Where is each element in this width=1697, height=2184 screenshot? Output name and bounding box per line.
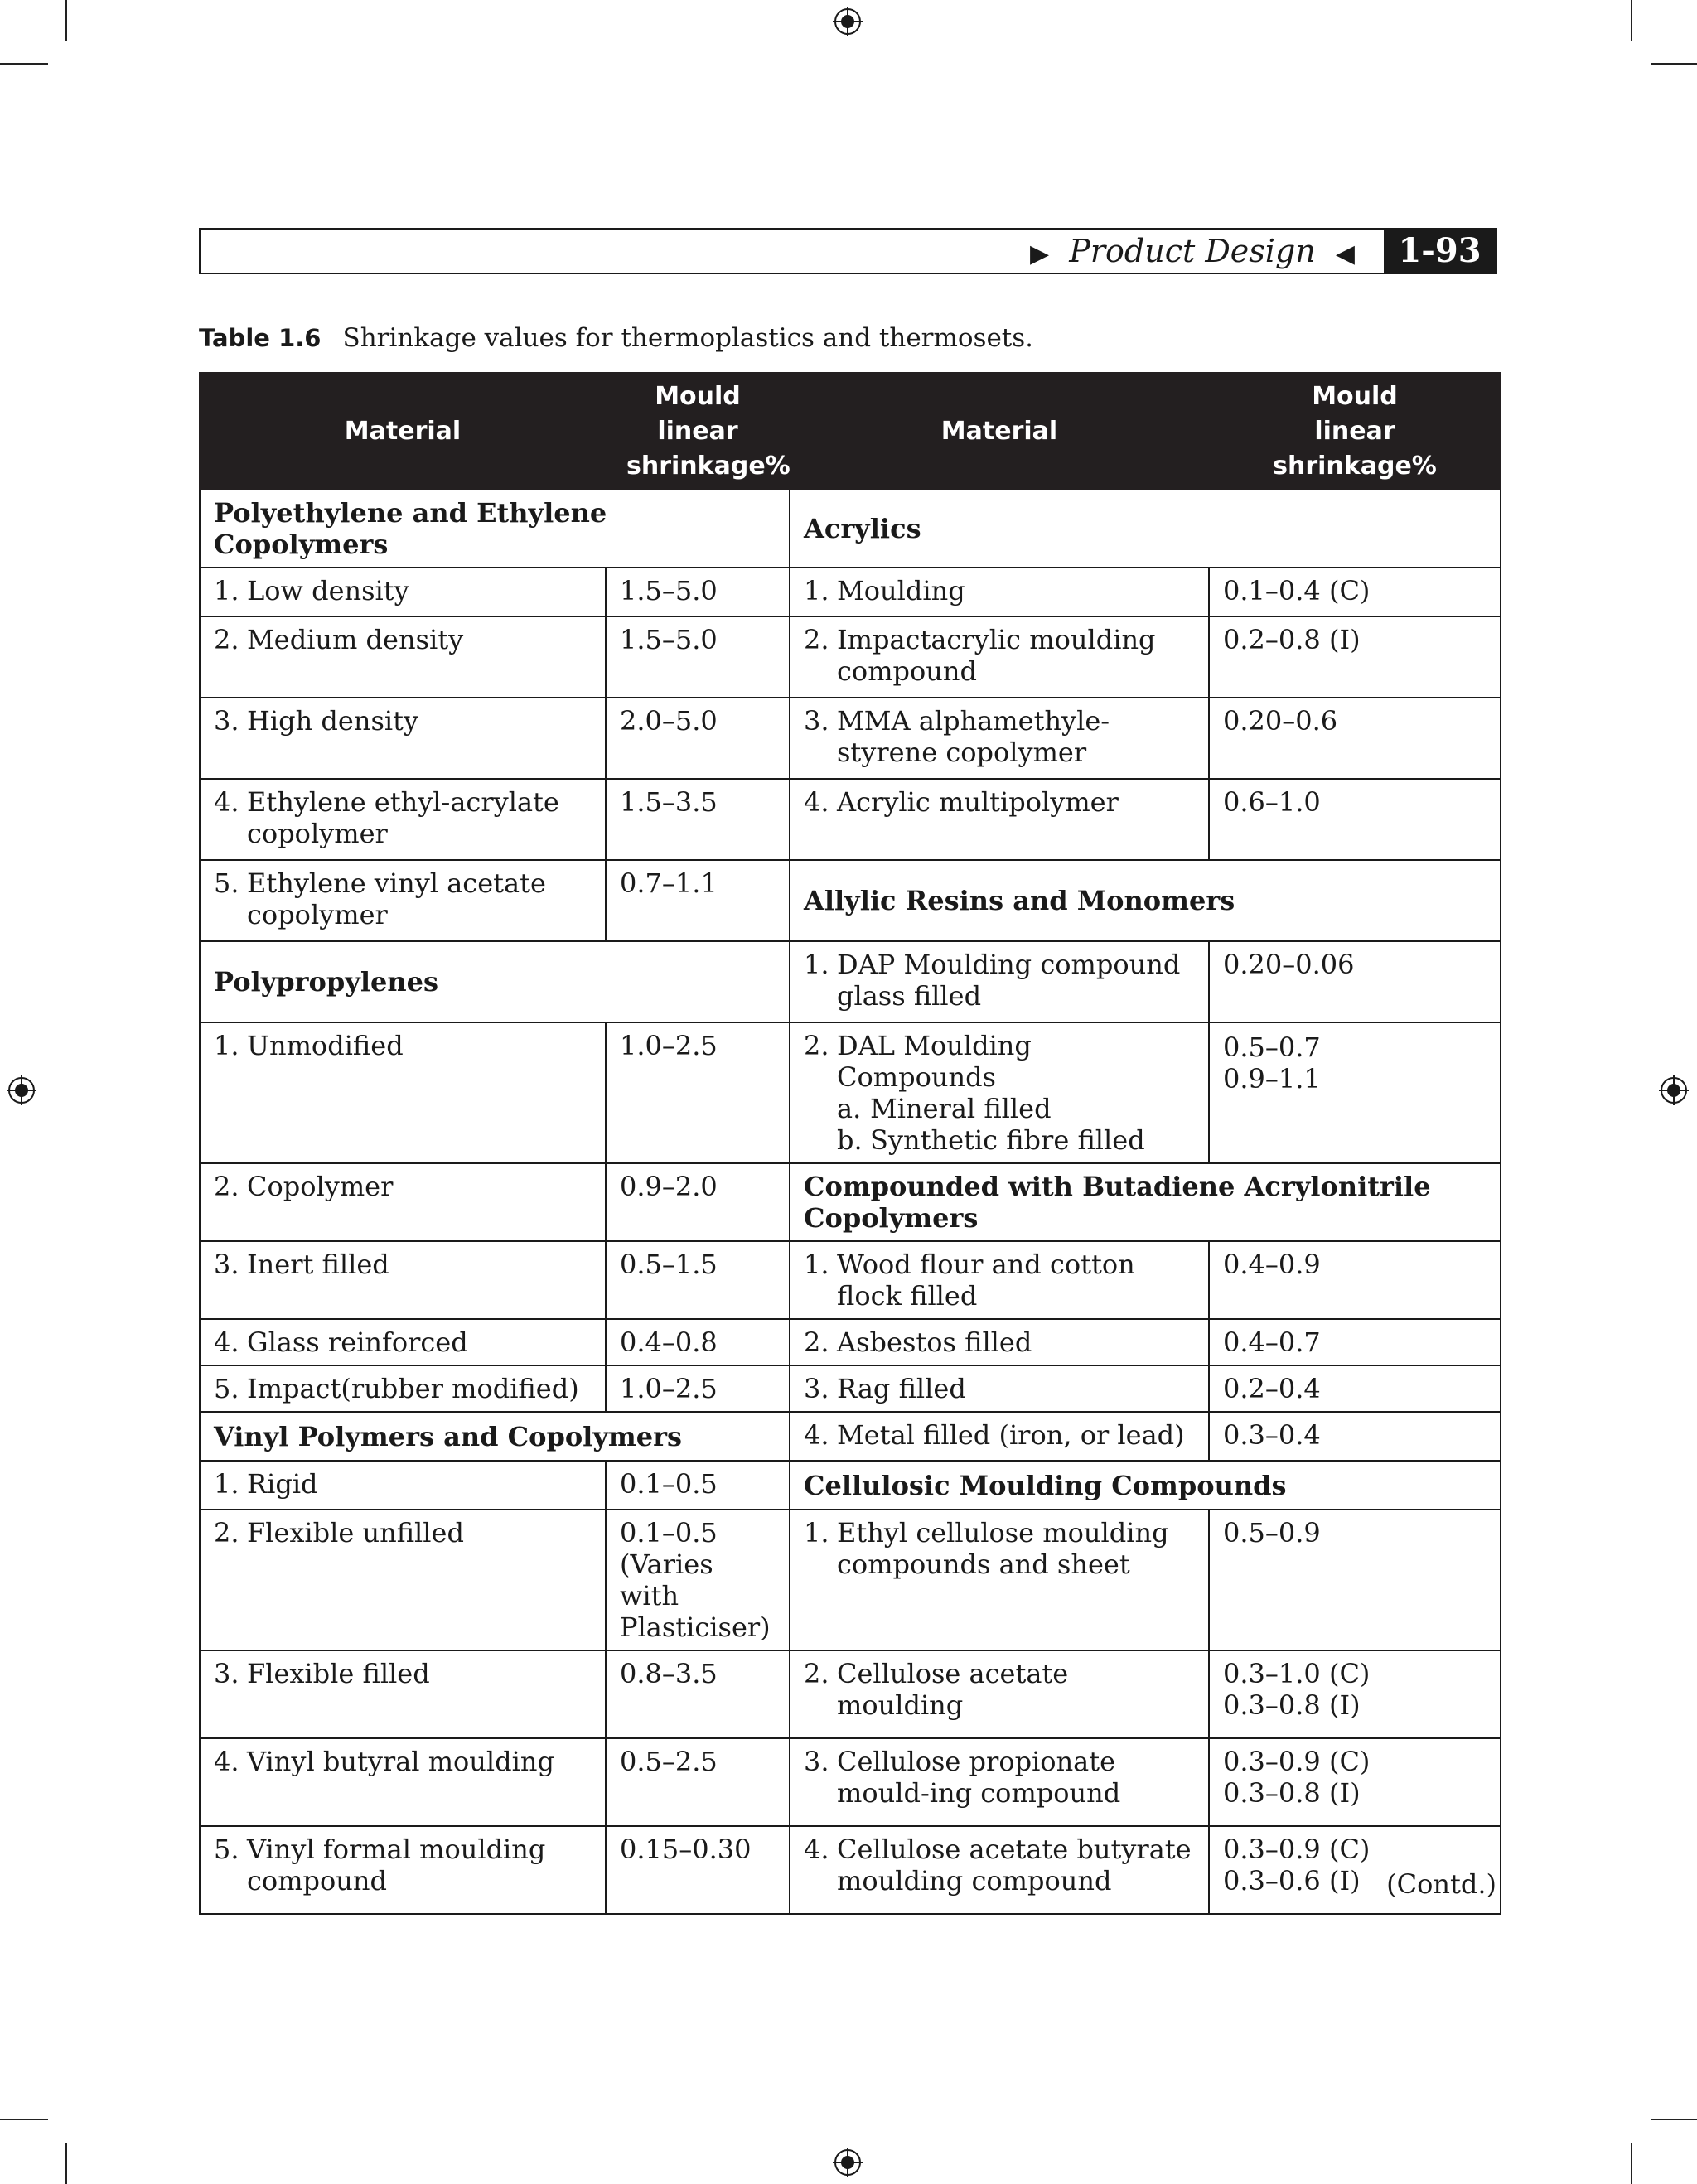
- registration-mark-icon: [833, 2148, 863, 2177]
- item-label: Ethylene vinyl acetate copolymer: [247, 867, 546, 930]
- item-label: Acrylic multipolymer: [837, 786, 1119, 818]
- right-material-cell: [790, 941, 1209, 1022]
- right-shrinkage-cell: [1209, 616, 1501, 698]
- left-shrinkage-cell: [606, 698, 790, 779]
- shrinkage-value: 1.5–5.0: [620, 575, 718, 606]
- item-label: Cellulose acetate butyrate moulding compound: [837, 1834, 1192, 1897]
- left-shrinkage-cell: [606, 1319, 790, 1365]
- list-item: [214, 1746, 592, 1777]
- page-number: 1-93: [1384, 230, 1496, 273]
- table-row: [200, 616, 1501, 698]
- shrinkage-value: 0.3–0.9 (C): [1223, 1746, 1371, 1777]
- item-label: Wood flour and cotton flock filled: [837, 1249, 1135, 1312]
- table-row: [200, 860, 1501, 941]
- registration-mark-icon: [1659, 1075, 1689, 1105]
- right-material-cell: [790, 698, 1209, 779]
- item-number: 5.: [214, 867, 239, 899]
- item-label: Impact(rubber modified): [247, 1373, 579, 1404]
- item-number: 1.: [804, 1249, 829, 1280]
- left-material-cell: [200, 860, 606, 941]
- table-row: [200, 568, 1501, 616]
- registration-mark-icon: [7, 1075, 36, 1105]
- item-number: 4.: [804, 786, 829, 818]
- item-label: DAL Moulding Compounds: [837, 1030, 1032, 1093]
- left-shrinkage-cell: [606, 1510, 790, 1650]
- item-label: Ethylene ethyl-acrylate copolymer: [247, 786, 559, 849]
- item-label: Flexible filled: [247, 1658, 430, 1689]
- column-header: Mould linear shrinkage%: [1209, 373, 1501, 490]
- item-label: Cellulose acetate moulding: [837, 1658, 1069, 1721]
- right-material-cell: [790, 568, 1209, 616]
- list-item: [804, 1373, 1195, 1404]
- shrinkage-value: 1.0–2.5: [620, 1373, 718, 1404]
- right-shrinkage-cell: [1209, 1738, 1501, 1826]
- list-item: [214, 705, 592, 737]
- item-number: 1.: [804, 1517, 829, 1549]
- item-label: Moulding: [837, 575, 965, 606]
- item-label: Unmodified: [247, 1030, 404, 1061]
- item-label: Impactacrylic moulding compound: [837, 624, 1156, 687]
- item-number: 2.: [214, 624, 239, 655]
- table-row: [200, 1022, 1501, 1163]
- shrinkage-value: 0.9–2.0: [620, 1171, 718, 1202]
- list-item: [804, 1658, 1195, 1721]
- list-item: [804, 1030, 1195, 1093]
- left-shrinkage-cell: [606, 1461, 790, 1510]
- right-material-cell: [790, 1650, 1209, 1738]
- right-shrinkage-cell: [1209, 698, 1501, 779]
- crop-mark: [0, 2119, 48, 2120]
- table-row: [200, 779, 1501, 860]
- shrinkage-value: 1.5–3.5: [620, 786, 718, 818]
- left-shrinkage-cell: [606, 568, 790, 616]
- shrinkage-value: 0.4–0.7: [1223, 1326, 1321, 1358]
- item-label: Copolymer: [247, 1171, 394, 1202]
- left-material-cell: [200, 1510, 606, 1650]
- left-shrinkage-cell: [606, 860, 790, 941]
- item-label: Flexible unfilled: [247, 1517, 464, 1549]
- table-body: [200, 490, 1501, 1914]
- shrinkage-value: 0.2–0.8 (I): [1223, 624, 1361, 655]
- crop-mark: [1651, 63, 1697, 65]
- list-item: [214, 1171, 592, 1202]
- right-shrinkage-cell: [1209, 779, 1501, 860]
- left-shrinkage-cell: [606, 1365, 790, 1412]
- list-item: [804, 949, 1195, 1012]
- shrinkage-value: 0.7–1.1: [620, 867, 718, 899]
- item-number: 3.: [804, 705, 829, 737]
- right-shrinkage-cell: [1209, 1365, 1501, 1412]
- item-number: 1.: [804, 575, 829, 606]
- item-number: 4.: [804, 1419, 829, 1451]
- item-number: 4.: [214, 1326, 239, 1358]
- shrinkage-value: 1.5–5.0: [620, 624, 718, 655]
- left-material-cell: [200, 1461, 606, 1510]
- item-label: MMA alphamethyle-styrene copolymer: [837, 705, 1110, 768]
- left-material-cell: [200, 779, 606, 860]
- shrinkage-value: 0.3–1.0 (C): [1223, 1658, 1371, 1689]
- list-item: [214, 786, 592, 849]
- left-shrinkage-cell: [606, 1738, 790, 1826]
- sub-item: [804, 1124, 1195, 1156]
- table-row: [200, 1510, 1501, 1650]
- shrinkage-value: 0.4–0.8: [620, 1326, 718, 1358]
- triangle-right-icon: ▶: [1030, 239, 1050, 268]
- shrinkage-value: 0.8–3.5: [620, 1658, 718, 1689]
- shrinkage-value: 0.3–0.9 (C): [1223, 1834, 1371, 1865]
- right-material-cell: [790, 1510, 1209, 1650]
- right-material-cell: [790, 1319, 1209, 1365]
- item-label: Asbestos filled: [837, 1326, 1032, 1358]
- running-header: [199, 228, 1497, 274]
- right-section-heading: Allylic Resins and Monomers: [790, 860, 1501, 941]
- shrinkage-value: 0.3–0.6 (I): [1223, 1865, 1361, 1897]
- continued-note: (Contd.): [1386, 1868, 1496, 1900]
- list-item: [214, 1249, 592, 1280]
- left-material-cell: [200, 1826, 606, 1914]
- left-shrinkage-cell: [606, 1826, 790, 1914]
- list-item: [214, 1517, 592, 1549]
- left-material-cell: [200, 568, 606, 616]
- shrinkage-value: 0.2–0.4: [1223, 1373, 1321, 1404]
- left-section-heading: Polypropylenes: [200, 941, 790, 1022]
- left-section-heading: Vinyl Polymers and Copolymers: [200, 1412, 790, 1461]
- left-shrinkage-cell: [606, 779, 790, 860]
- list-item: [804, 1517, 1195, 1580]
- item-label: Cellulose propionate mould-ing compound: [837, 1746, 1121, 1809]
- column-header: Material: [200, 373, 606, 490]
- right-section-heading: Acrylics: [790, 490, 1501, 568]
- right-material-cell: [790, 1022, 1209, 1163]
- item-number: 1.: [214, 1468, 239, 1500]
- right-material-cell: [790, 779, 1209, 860]
- left-material-cell: [200, 616, 606, 698]
- item-label: Vinyl formal moulding compound: [247, 1834, 546, 1897]
- sub-item: [804, 1093, 1195, 1124]
- item-label: Mineral filled: [870, 1093, 1052, 1124]
- table-row: [200, 1412, 1501, 1461]
- item-number: 1.: [804, 949, 829, 980]
- item-number: 2.: [804, 1326, 829, 1358]
- shrinkage-value: 0.1–0.4 (C): [1223, 575, 1371, 606]
- shrinkage-value: 0.6–1.0: [1223, 786, 1321, 818]
- table-row: [200, 941, 1501, 1022]
- list-item: [214, 575, 592, 606]
- table-row: [200, 1365, 1501, 1412]
- crop-mark: [0, 63, 48, 65]
- left-shrinkage-cell: [606, 1163, 790, 1241]
- left-material-cell: [200, 1022, 606, 1163]
- shrinkage-value: 0.3–0.8 (I): [1223, 1689, 1361, 1721]
- item-label: Rag filled: [837, 1373, 966, 1404]
- item-label: Ethyl cellulose moulding compounds and sheet: [837, 1517, 1169, 1580]
- registration-mark-icon: [833, 7, 863, 36]
- left-material-cell: [200, 698, 606, 779]
- list-item: [214, 1373, 592, 1404]
- item-label: Low density: [247, 575, 409, 606]
- right-material-cell: [790, 1241, 1209, 1319]
- table-row: [200, 1241, 1501, 1319]
- item-number: 3.: [214, 1658, 239, 1689]
- item-number: 3.: [214, 705, 239, 737]
- item-label: Vinyl butyral moulding: [247, 1746, 554, 1777]
- table-caption: [199, 323, 1033, 353]
- item-label: Glass reinforced: [247, 1326, 468, 1358]
- right-material-cell: [790, 1365, 1209, 1412]
- item-number: 3.: [214, 1249, 239, 1280]
- right-section-heading: Compounded with Butadiene Acrylonitrile Copolymers: [790, 1163, 1501, 1241]
- list-item: [804, 624, 1195, 687]
- item-number: 4.: [804, 1834, 829, 1865]
- item-number: 2.: [214, 1517, 239, 1549]
- table-label: Table 1.6: [199, 324, 322, 352]
- list-item: [804, 705, 1195, 768]
- list-item: [214, 1834, 592, 1897]
- item-number: b.: [837, 1124, 863, 1156]
- table-header-row: [200, 373, 1501, 490]
- right-shrinkage-cell: [1209, 1412, 1501, 1461]
- left-shrinkage-cell: [606, 1650, 790, 1738]
- left-material-cell: [200, 1241, 606, 1319]
- section-title-text: Product Design: [1069, 233, 1316, 269]
- list-item: [804, 786, 1195, 818]
- right-shrinkage-cell: [1209, 1319, 1501, 1365]
- shrinkage-value: 0.5–0.9: [1223, 1517, 1321, 1549]
- list-item: [214, 1468, 592, 1500]
- shrinkage-value: 0.4–0.9: [1223, 1249, 1321, 1280]
- right-material-cell: [790, 616, 1209, 698]
- right-shrinkage-cell: [1209, 1650, 1501, 1738]
- left-material-cell: [200, 1650, 606, 1738]
- table-caption-text: Shrinkage values for thermoplastics and thermosets.: [342, 323, 1034, 353]
- right-shrinkage-cell: [1209, 1022, 1501, 1163]
- item-number: 2.: [804, 624, 829, 655]
- list-item: [804, 1746, 1195, 1809]
- list-item: [214, 1658, 592, 1689]
- left-material-cell: [200, 1365, 606, 1412]
- left-material-cell: [200, 1319, 606, 1365]
- shrinkage-value: 0.20–0.6: [1223, 705, 1338, 737]
- item-number: 3.: [804, 1746, 829, 1777]
- triangle-left-icon: ◀: [1335, 239, 1355, 268]
- table-row: [200, 698, 1501, 779]
- column-header: Mould linear shrinkage%: [606, 373, 790, 490]
- left-shrinkage-cell: [606, 1022, 790, 1163]
- item-number: 2.: [804, 1030, 829, 1061]
- shrinkage-value: 0.15–0.30: [620, 1834, 752, 1865]
- list-item: [214, 1326, 592, 1358]
- right-shrinkage-cell: [1209, 1510, 1501, 1650]
- right-section-heading: Cellulosic Moulding Compounds: [790, 1461, 1501, 1510]
- list-item: [214, 624, 592, 655]
- item-number: 2.: [804, 1658, 829, 1689]
- item-label: DAP Moulding compound glass filled: [837, 949, 1181, 1012]
- item-number: 4.: [214, 786, 239, 818]
- shrinkage-value: 0.3–0.8 (I): [1223, 1777, 1361, 1809]
- table-row: [200, 1461, 1501, 1510]
- list-item: [214, 867, 592, 930]
- right-material-cell: [790, 1738, 1209, 1826]
- shrinkage-value: 0.20–0.06: [1223, 949, 1355, 980]
- right-material-cell: [790, 1412, 1209, 1461]
- shrinkage-value: 0.5–2.5: [620, 1746, 718, 1777]
- left-shrinkage-cell: [606, 616, 790, 698]
- left-shrinkage-cell: [606, 1241, 790, 1319]
- shrinkage-value: 0.1–0.5: [620, 1468, 718, 1500]
- right-shrinkage-cell: [1209, 941, 1501, 1022]
- left-section-heading: Polyethylene and Ethylene Copolymers: [200, 490, 790, 568]
- item-number: a.: [837, 1093, 862, 1124]
- left-material-cell: [200, 1163, 606, 1241]
- table-row: [200, 1163, 1501, 1241]
- shrinkage-value: 0.9–1.1: [1223, 1063, 1321, 1094]
- table-row: [200, 1738, 1501, 1826]
- item-number: 1.: [214, 575, 239, 606]
- shrinkage-table: [199, 372, 1501, 1915]
- shrinkage-value: 2.0–5.0: [620, 705, 718, 737]
- shrinkage-value: 0.5–0.7: [1223, 1032, 1321, 1063]
- item-label: Rigid: [247, 1468, 318, 1500]
- item-label: High density: [247, 705, 419, 737]
- list-item: [804, 1834, 1195, 1897]
- section-title: [1030, 230, 1355, 273]
- right-shrinkage-cell: [1209, 568, 1501, 616]
- shrinkage-value: 0.1–0.5 (Varies with Plasticiser): [620, 1517, 771, 1643]
- column-header: Material: [790, 373, 1209, 490]
- item-number: 3.: [804, 1373, 829, 1404]
- list-item: [804, 575, 1195, 606]
- item-number: 2.: [214, 1171, 239, 1202]
- right-shrinkage-cell: [1209, 1241, 1501, 1319]
- item-label: Inert filled: [247, 1249, 389, 1280]
- table-row: [200, 1826, 1501, 1914]
- item-label: Medium density: [247, 624, 464, 655]
- item-number: 5.: [214, 1834, 239, 1865]
- crop-mark: [1631, 0, 1632, 41]
- shrinkage-value: 0.5–1.5: [620, 1249, 718, 1280]
- item-number: 5.: [214, 1373, 239, 1404]
- item-label: Synthetic fibre filled: [870, 1124, 1145, 1156]
- table-row: [200, 490, 1501, 568]
- crop-mark: [1631, 2143, 1632, 2184]
- item-label: Metal filled (iron, or lead): [837, 1419, 1185, 1451]
- table-row: [200, 1650, 1501, 1738]
- crop-mark: [1651, 2119, 1697, 2120]
- shrinkage-value: 0.3–0.4: [1223, 1419, 1321, 1451]
- item-number: 4.: [214, 1746, 239, 1777]
- list-item: [804, 1326, 1195, 1358]
- left-material-cell: [200, 1738, 606, 1826]
- list-item: [804, 1249, 1195, 1312]
- crop-mark: [65, 0, 67, 41]
- table-row: [200, 1319, 1501, 1365]
- shrinkage-value: 1.0–2.5: [620, 1030, 718, 1061]
- item-number: 1.: [214, 1030, 239, 1061]
- list-item: [214, 1030, 592, 1061]
- right-material-cell: [790, 1826, 1209, 1914]
- list-item: [804, 1419, 1195, 1451]
- crop-mark: [65, 2143, 67, 2184]
